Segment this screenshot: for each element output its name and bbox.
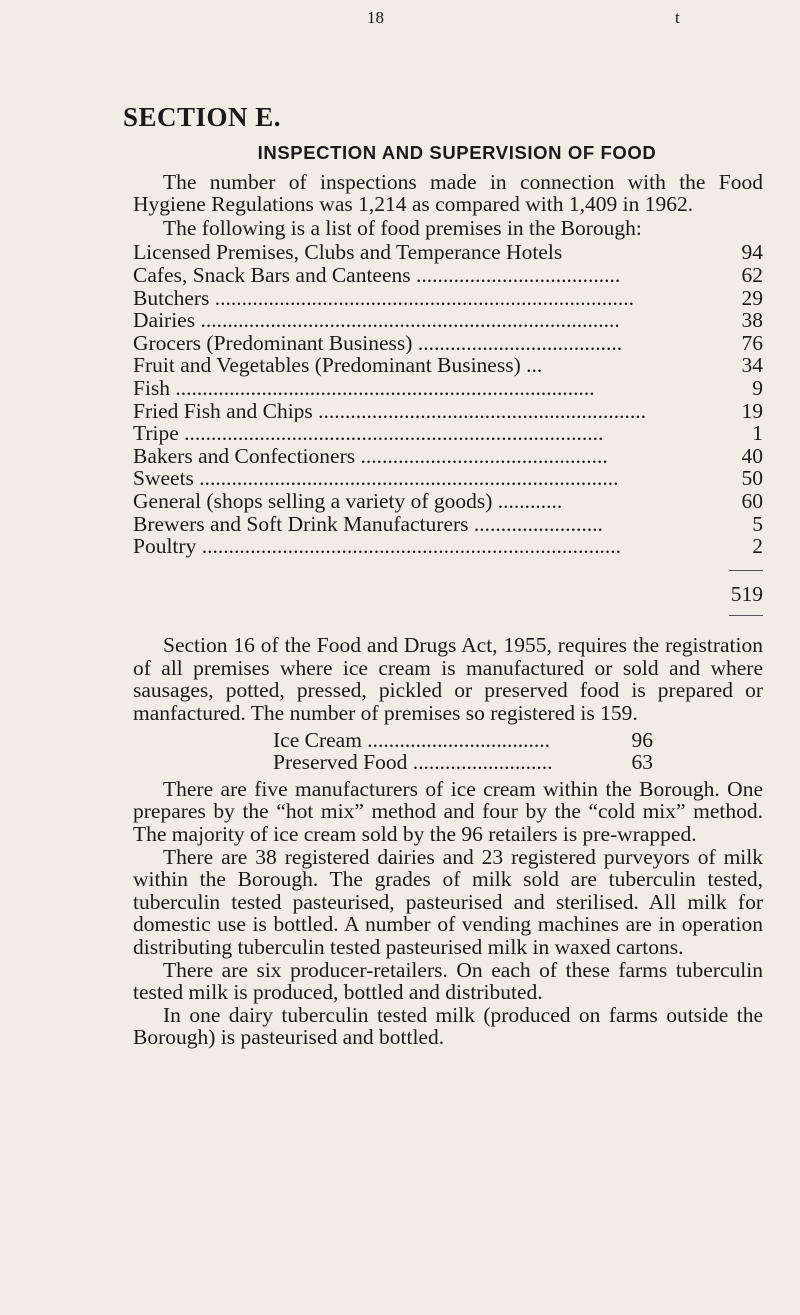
- premises-count: 19: [741, 398, 763, 423]
- list-item: [133, 241, 763, 264]
- page-content: [123, 100, 763, 1050]
- section-heading: INSPECTION AND SUPERVISION OF FOOD: [257, 142, 657, 163]
- list-item: [133, 377, 763, 400]
- registered-count: 96: [631, 727, 653, 752]
- section-title: SECTION E.: [123, 102, 282, 132]
- paragraph-producers: There are six producer-retailers. On each of these farms tuberculin tested milk is produced, bottled and distributed.: [133, 957, 763, 1005]
- premises-count: 40: [741, 443, 763, 468]
- premises-label: Grocers (Predominant Business) ......................................: [133, 331, 623, 355]
- premises-count: 2: [752, 534, 763, 559]
- list-item: [133, 354, 763, 377]
- premises-list: [133, 241, 763, 557]
- registered-list: [273, 729, 653, 774]
- divider: [729, 570, 763, 571]
- premises-label: Poultry ..............................................................................: [133, 535, 621, 558]
- premises-count: 1: [752, 421, 763, 446]
- list-item: [133, 332, 763, 355]
- premises-count: 76: [741, 330, 763, 355]
- registered-label: Preserved Food ..........................: [273, 751, 553, 774]
- paragraph-ice-cream: There are five manufacturers of ice cream within the Borough. One prepares by the “hot mix” method and four by the “cold mix” method. The majority of ice cream sold by the 96 retailers is pre-wrapped.: [133, 776, 763, 847]
- list-item: [133, 490, 763, 513]
- premises-label: Sweets ..............................................................................: [133, 467, 619, 490]
- premises-count: 34: [741, 353, 763, 378]
- list-item: [133, 309, 763, 332]
- premises-count: 9: [752, 375, 763, 400]
- divider: [729, 615, 763, 616]
- list-item: [133, 445, 763, 468]
- paragraph-one-dairy: In one dairy tuberculin tested milk (produced on farms outside the Borough) is pasteurised and bottled.: [133, 1002, 763, 1050]
- paragraph-inspections: The number of inspections made in connection with the Food Hygiene Regulations was 1,214 as compared with 1,409 in 1962.: [133, 169, 763, 217]
- premises-count: 62: [741, 262, 763, 287]
- premises-count: 94: [741, 240, 763, 265]
- premises-label: Fried Fish and Chips .............................................................: [133, 399, 647, 423]
- premises-label: Brewers and Soft Drink Manufacturers ........................: [133, 512, 603, 536]
- premises-label: Fish ..............................................................................: [133, 376, 595, 400]
- premises-count: 38: [741, 308, 763, 333]
- premises-label: General (shops selling a variety of goods) ............: [133, 489, 563, 513]
- premises-label: Licensed Premises, Clubs and Temperance Hotels: [133, 241, 563, 264]
- list-item: [273, 751, 653, 774]
- premises-label: Tripe ..............................................................................: [133, 422, 604, 445]
- list-item: [273, 729, 653, 752]
- list-item: [133, 400, 763, 423]
- list-item: [133, 535, 763, 558]
- paragraph-section-16: Section 16 of the Food and Drugs Act, 1955, requires the registration of all premises where ice cream is manufactured or sold and where sausages, potted, pressed, pickled or preserved food is prepared or manfactured. The number of premises so registered is 159.: [133, 633, 763, 726]
- list-item: [133, 287, 763, 310]
- premises-label: Butchers ..............................................................................: [133, 286, 635, 310]
- premises-count: 5: [752, 511, 763, 536]
- list-item: [133, 264, 763, 287]
- premises-count: 50: [741, 466, 763, 491]
- premises-count: 60: [741, 488, 763, 513]
- registered-count: 63: [631, 750, 653, 775]
- premises-total: 519: [730, 581, 763, 606]
- paragraph-dairies: There are 38 registered dairies and 23 registered purveyors of milk within the Borough. The grades of milk sold are tuberculin tested, tuberculin tested pasteurised, pasteurised and sterilised. All milk for domestic use is bottled. A number of vending machines are in operation distributing tuberculin tested pasteurised milk in waxed cartons.: [133, 844, 763, 959]
- premises-label: Bakers and Confectioners ..............................................: [133, 444, 608, 468]
- premises-label: Cafes, Snack Bars and Canteens ......................................: [133, 263, 621, 287]
- premises-count: 29: [741, 285, 763, 310]
- registered-label: Ice Cream ..................................: [273, 728, 551, 752]
- list-item: [133, 513, 763, 536]
- list-item: [133, 422, 763, 445]
- page-mark: t: [675, 8, 680, 27]
- premises-label: Fruit and Vegetables (Predominant Business) ...: [133, 354, 543, 377]
- list-item: [133, 467, 763, 490]
- premises-label: Dairies ..............................................................................: [133, 309, 620, 332]
- paragraph-list-intro: The following is a list of food premises in the Borough:: [163, 215, 642, 240]
- page-number: 18: [367, 8, 384, 27]
